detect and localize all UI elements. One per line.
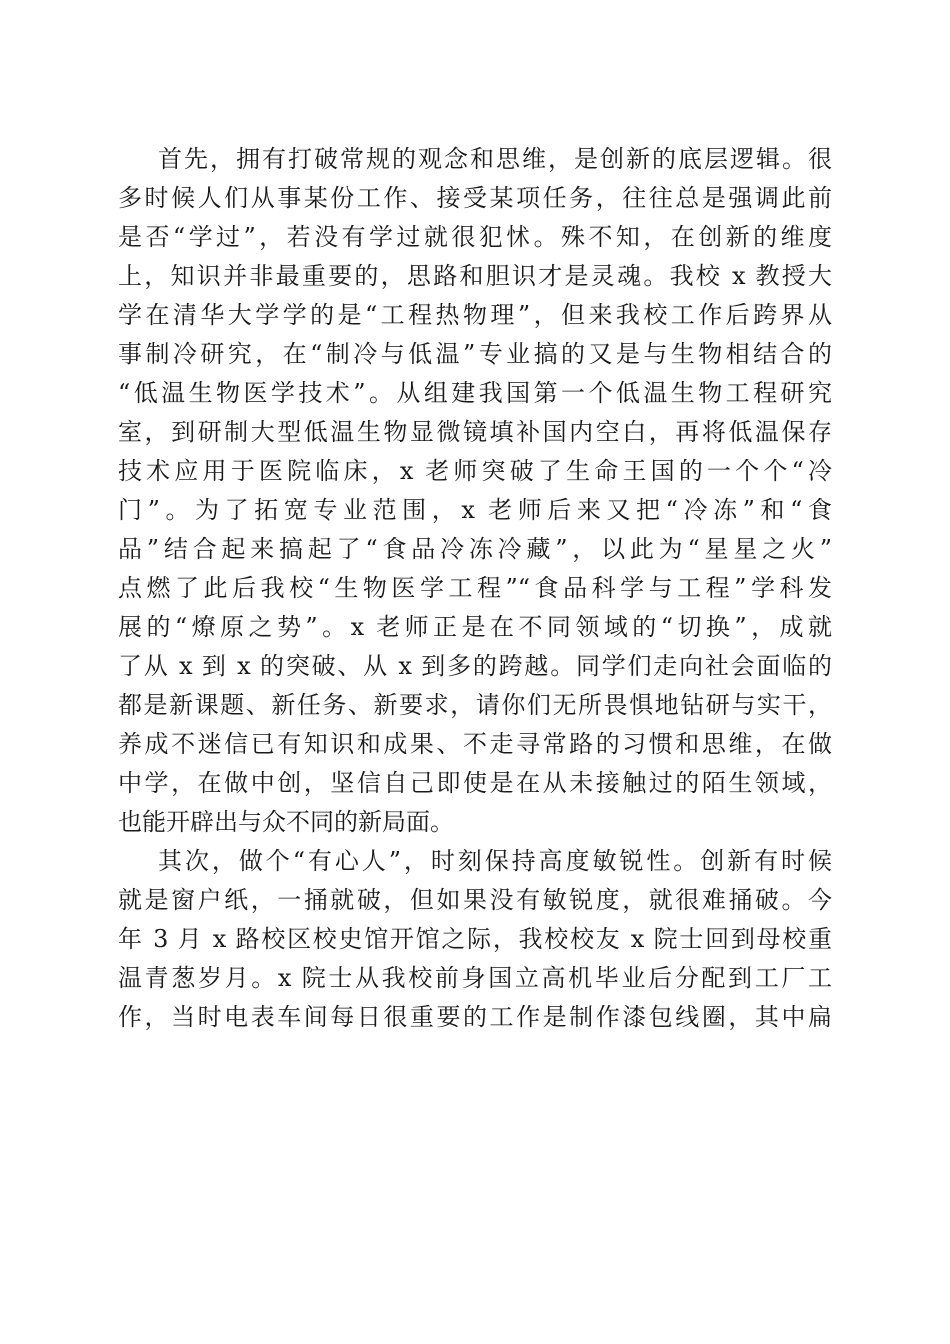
document-body — [118, 140, 832, 1037]
text-line: 室，到研制大型低温生物显微镜填补国内空白，再将低温保存 — [118, 418, 832, 446]
text-line: 门”。为了拓宽专业范围，x 老师后来又把“冷冻”和“食 — [118, 496, 832, 524]
text-line: “低温生物医学技术”。从组建我国第一个低温生物工程研究 — [118, 379, 832, 407]
text-line: 就是窗户纸，一捅就破，但如果没有敏锐度，就很难捅破。今 — [118, 886, 832, 914]
text-line: 点燃了此后我校“生物医学工程”“食品科学与工程”学科发 — [118, 574, 832, 602]
text-line: 技术应用于医院临床，x 老师突破了生命王国的一个个“冷 — [118, 457, 832, 485]
text-line: 上，知识并非最重要的，思路和胆识才是灵魂。我校 x 教授大 — [118, 262, 832, 290]
paragraph-first-innovation-logic — [118, 140, 832, 842]
text-line: 品”结合起来搞起了“食品冷冻冷藏”，以此为“星星之火” — [118, 535, 832, 563]
text-line: 学在清华大学学的是“工程热物理”，但来我校工作后跨界从 — [118, 301, 832, 329]
text-line: 展的“燎原之势”。x 老师正是在不同领域的“切换”，成就 — [118, 613, 832, 641]
text-line: 都是新课题、新任务、新要求，请你们无所畏惧地钻研与实干， — [118, 691, 832, 719]
text-line: 年 3 月 x 路校区校史馆开馆之际，我校校友 x 院士回到母校重 — [118, 925, 832, 953]
text-line: 其次，做个“有心人”，时刻保持高度敏锐性。创新有时候 — [158, 847, 832, 875]
text-line: 中学，在做中创，坚信自己即使是在从未接触过的陌生领域， — [118, 769, 832, 797]
text-line: 是否“学过”，若没有学过就很犯怵。殊不知，在创新的维度 — [118, 223, 832, 251]
paragraph-second-sensitivity — [118, 842, 832, 1037]
text-line: 作，当时电表车间每日很重要的工作是制作漆包线圈，其中扁 — [118, 1003, 832, 1031]
text-line: 事制冷研究，在“制冷与低温”专业搞的又是与生物相结合的 — [118, 340, 832, 368]
text-line: 也能开辟出与众不同的新局面。 — [118, 808, 454, 836]
text-line: 了从 x 到 x 的突破、从 x 到多的跨越。同学们走向社会面临的 — [118, 652, 832, 680]
text-line: 温青葱岁月。x 院士从我校前身国立高机毕业后分配到工厂工 — [118, 964, 832, 992]
text-line: 首先，拥有打破常规的观念和思维，是创新的底层逻辑。很 — [158, 145, 832, 173]
text-line: 养成不迷信已有知识和成果、不走寻常路的习惯和思维，在做 — [118, 730, 832, 758]
text-line: 多时候人们从事某份工作、接受某项任务，往往总是强调此前 — [118, 184, 832, 212]
